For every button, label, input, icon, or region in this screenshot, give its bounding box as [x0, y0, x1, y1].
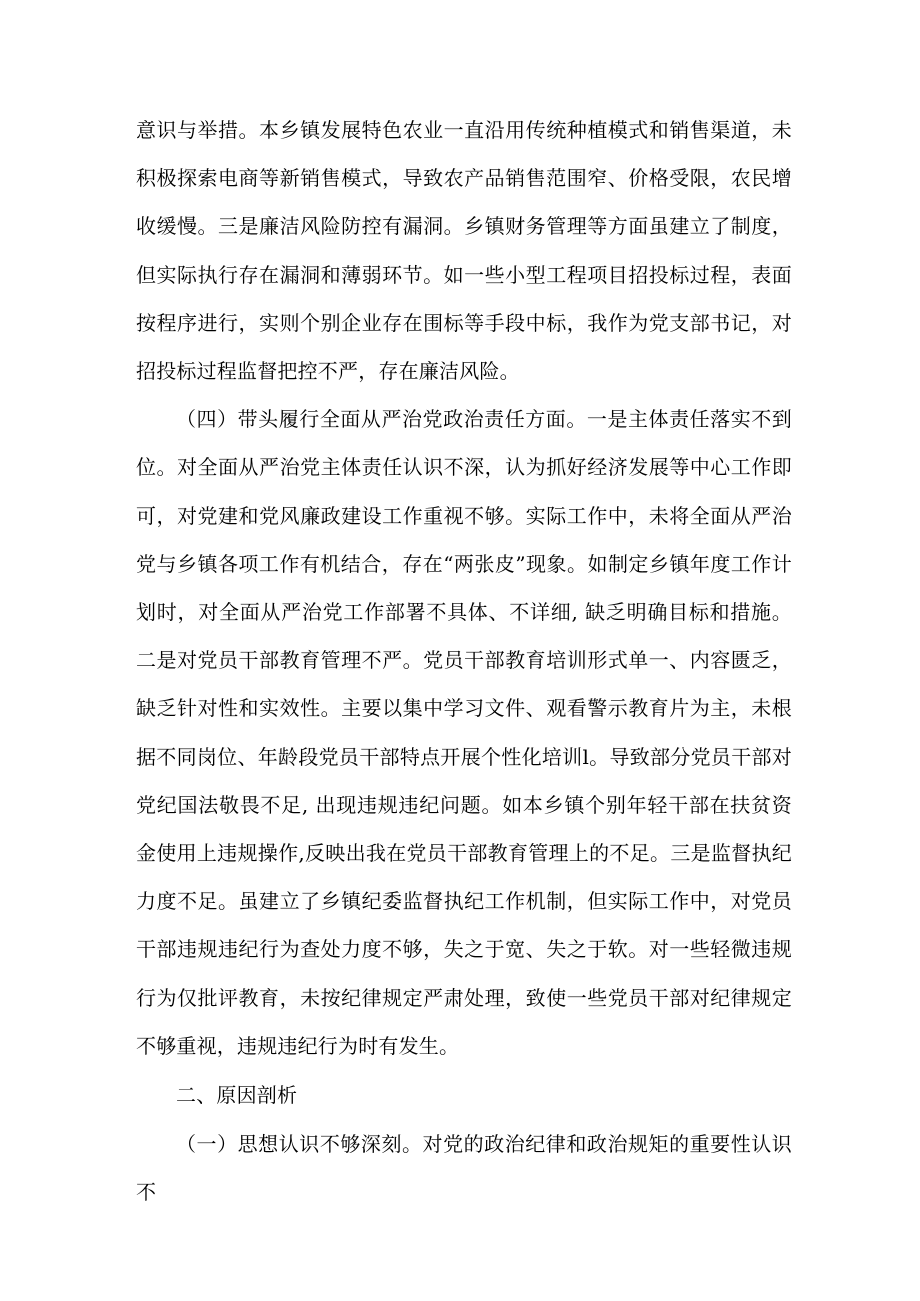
paragraph-section-four: （四）带头履行全面从严治党政治责任方面。一是主体责任落实不到位。对全面从严治党主体责任认识不深，认为抓好经济发展等中心工作即可，对党建和党风廉政建设工作重视不够。实际工作中，未将全面从严治党与乡镇各项工作有机结合，存在“两张皮”现象。如制定乡镇年度工作计划时，对全面从严治党工作部署不具体、不详细, 缺乏明确目标和措施。二是对党员干部教育管理不严。党员干部教育培训形式单一、内容匮乏，缺乏针对性和实效性。主要以集中学习文件、观看警示教育片为主，未根据不同岗位、年龄段党员干部特点开展个性化培训l。导致部分党员干部对党纪国法敬畏不足, 出现违规违纪问题。如本乡镇个别年轻干部在扶贫资金使用上违规操作,反映出我在党员干部教育管理上的不足。三是监督执纪力度不足。虽建立了乡镇纪委监督执纪工作机制，但实际工作中，对党员干部违规违纪行为查处力度不够，失之于宽、失之于软。对一些轻微违规行为仅批评教育，未按纪律规定严肃处理，致使一些党员干部对纪律规定不够重视，违规违纪行为时有发生。 — [136, 407, 792, 1058]
document-page — [136, 106, 792, 1217]
paragraph-continuation: 意识与举措。本乡镇发展特色农业一直沿用传统种植模式和销售渠道，未积极探索电商等新销售模式，导致农产品销售范围窄、价格受限，农民增收缓慢。三是廉洁风险防控有漏洞。乡镇财务管理等方面虽建立了制度，但实际执行存在漏洞和薄弱环节。如一些小型工程项目招投标过程，表面按程序进行，实则个别企业存在围标等手段中标，我作为党支部书记，对招投标过程监督把控不严，存在廉洁风险。 — [136, 118, 792, 384]
paragraph-subsection-one: （一）思想认识不够深刻。对党的政治纪律和政治规矩的重要性认识不 — [136, 1132, 792, 1205]
section-heading-cause-analysis: 二、原因剖析 — [176, 1083, 298, 1108]
